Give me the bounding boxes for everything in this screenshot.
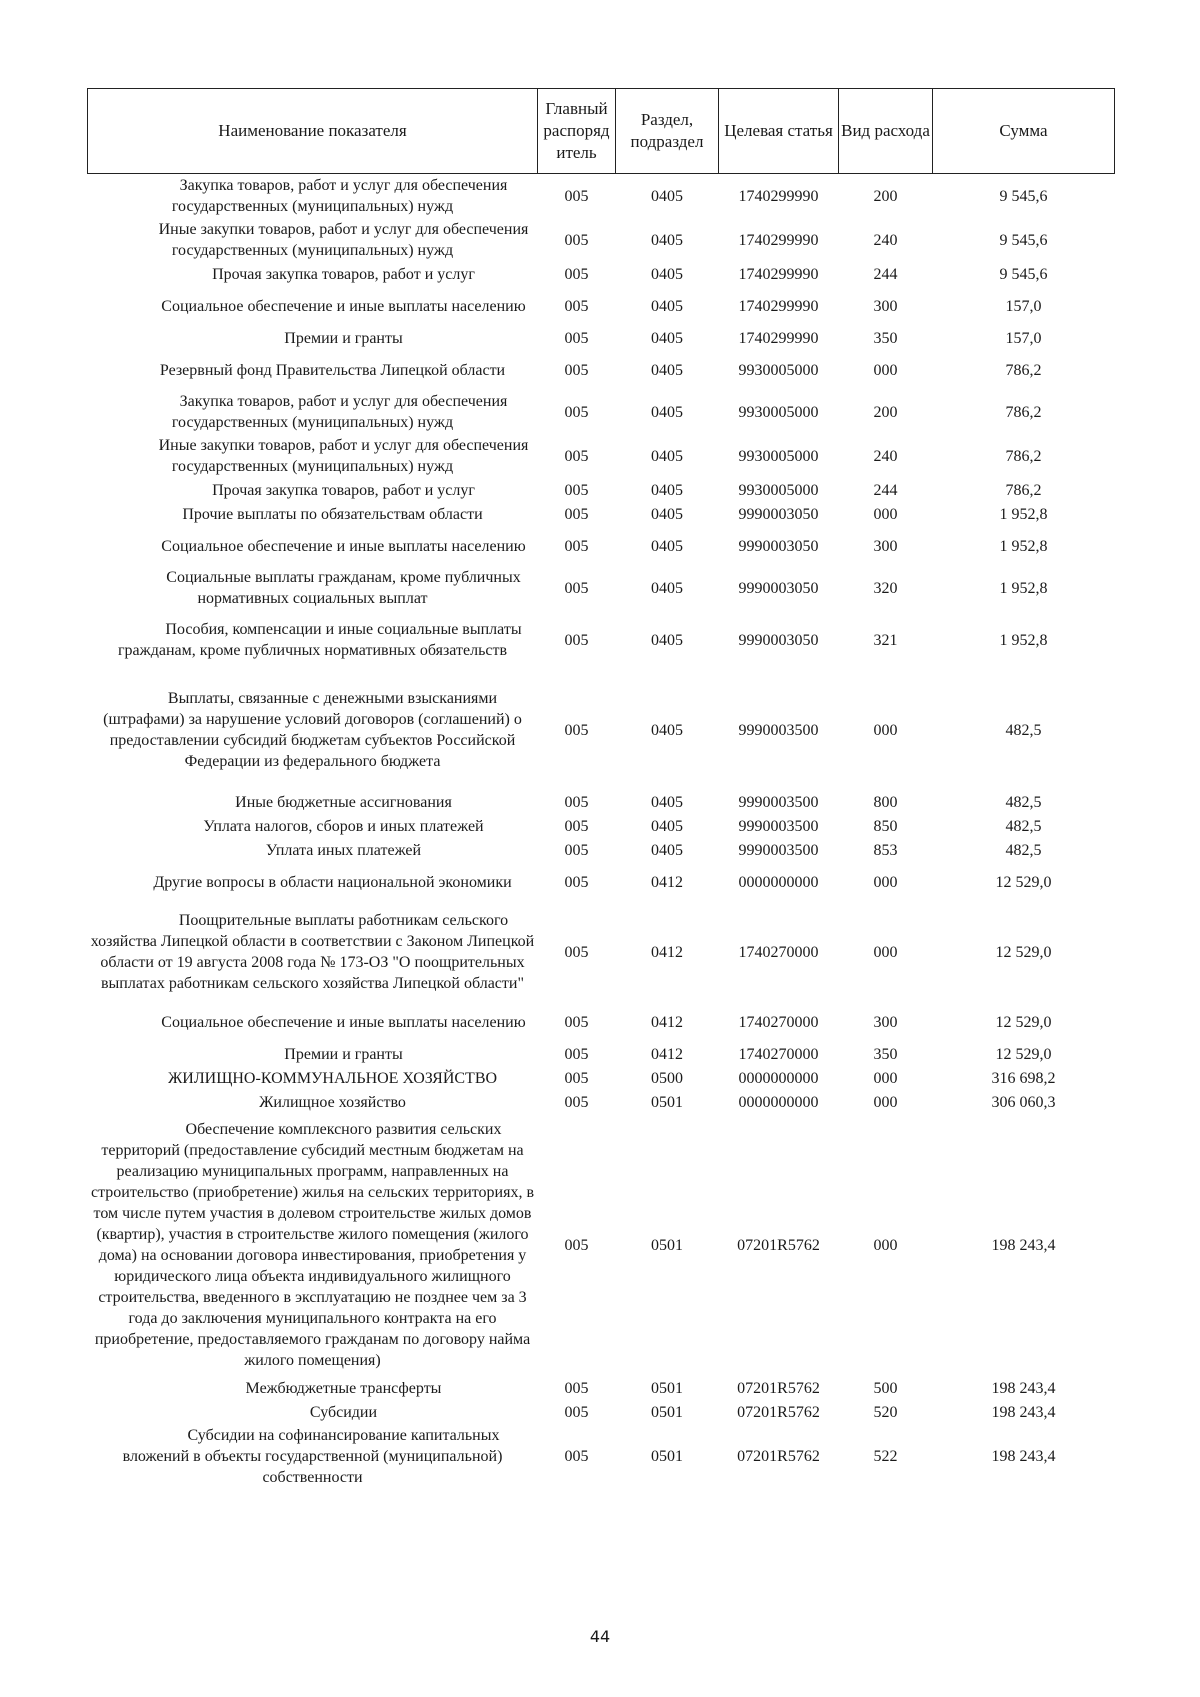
row-section-cell: 0412 [651, 1013, 683, 1031]
row-article-cell: 9930005000 [738, 481, 819, 499]
budget-table [87, 88, 1115, 1489]
row-sum-cell: 482,5 [1005, 793, 1042, 811]
table-row [88, 862, 1115, 902]
row-sum-cell: 786,2 [1005, 447, 1042, 465]
header-article: Целевая статья [719, 89, 839, 174]
row-grbs-cell: 005 [564, 721, 589, 739]
row-article-cell: 0000000000 [738, 1069, 819, 1087]
row-article-cell: 1740270000 [738, 1045, 819, 1063]
row-sum-cell: 1 952,8 [999, 631, 1048, 649]
row-sum-cell: 786,2 [1005, 481, 1042, 499]
row-sum-cell: 1 952,8 [999, 579, 1048, 597]
row-article-cell: 07201R5762 [737, 1236, 820, 1254]
header-section: Раздел, подраздел [616, 89, 719, 174]
table-row [88, 218, 1115, 262]
row-type-cell: 000 [873, 1093, 898, 1111]
row-article-cell: 1740299990 [738, 329, 819, 347]
row-article-cell: 9990003500 [738, 817, 819, 835]
row-article-cell: 0000000000 [738, 1093, 819, 1111]
row-sum-cell: 12 529,0 [995, 1045, 1052, 1063]
row-section-cell: 0405 [651, 187, 683, 205]
table-row [88, 526, 1115, 566]
table-row [88, 670, 1115, 790]
row-sum-cell: 9 545,6 [999, 187, 1048, 205]
row-grbs-cell: 005 [564, 943, 589, 961]
row-grbs-cell: 005 [564, 579, 589, 597]
row-name-cell: Обеспечение комплексного развития сельских территорий (предоставление субсидий местным бюджетам на реализацию муниципальных программ, направленных на строительство (приобретение) жилья на сельских территориях, в том числе путем участия в долевом строительстве жилых домов (квартир), участия в строительстве жилого помещения (жилого дома) на основании договора инвестирования, приобретения у юридического лица объекта индивидуального жилищного строительства, введенного в эксплуатацию не позднее чем за 3 года до заключения муниципального контракта на его приобретение, предоставляемого гражданам по договору найма жилого помещения) [90, 1121, 535, 1369]
row-article-cell: 9990003500 [738, 841, 819, 859]
row-sum-cell: 9 545,6 [999, 231, 1048, 249]
row-article-cell: 1740270000 [738, 943, 819, 961]
row-type-cell: 200 [873, 403, 898, 421]
row-name-cell: Социальное обеспечение и иные выплаты населению [161, 537, 526, 555]
row-name-cell: Резервный фонд Правительства Липецкой области [159, 361, 506, 379]
row-grbs-cell: 005 [564, 537, 589, 555]
row-name-cell: Закупка товаров, работ и услуг для обеспечения государственных (муниципальных) нужд [171, 177, 508, 215]
table-header [88, 89, 1115, 174]
table-body [88, 174, 1115, 1490]
row-name-cell: Выплаты, связанные с денежными взысканиями (штрафами) за нарушение условий договоров (соглашений) о предоставлении субсидий бюджетам субъектов Российской Федерации из федерального бюджета [103, 690, 522, 770]
row-section-cell: 0405 [651, 631, 683, 649]
row-section-cell: 0501 [651, 1403, 683, 1421]
row-article-cell: 9930005000 [738, 361, 819, 379]
row-grbs-cell: 005 [564, 329, 589, 347]
row-section-cell: 0405 [651, 841, 683, 859]
row-type-cell: 000 [873, 1236, 898, 1254]
row-name-cell: Иные бюджетные ассигнования [235, 793, 452, 811]
row-article-cell: 1740270000 [738, 1013, 819, 1031]
row-type-cell: 244 [873, 265, 898, 283]
table-row [88, 174, 1115, 219]
row-type-cell: 240 [873, 231, 898, 249]
row-article-cell: 9990003500 [738, 721, 819, 739]
row-name-cell: Прочая закупка товаров, работ и услуг [212, 481, 475, 499]
row-section-cell: 0501 [651, 1093, 683, 1111]
row-section-cell: 0412 [651, 1045, 683, 1063]
row-sum-cell: 482,5 [1005, 721, 1042, 739]
row-sum-cell: 1 952,8 [999, 505, 1048, 523]
table-row [88, 902, 1115, 1002]
row-section-cell: 0405 [651, 361, 683, 379]
row-name-cell: Иные закупки товаров, работ и услуг для обеспечения государственных (муниципальных) нужд [158, 437, 529, 475]
row-section-cell: 0405 [651, 403, 683, 421]
table-row [88, 1424, 1115, 1489]
row-name-cell: Прочие выплаты по обязательствам области [182, 505, 483, 523]
row-grbs-cell: 005 [564, 1403, 589, 1421]
row-grbs-cell: 005 [564, 481, 589, 499]
row-article-cell: 9990003050 [738, 505, 819, 523]
row-grbs-cell: 005 [564, 1093, 589, 1111]
row-type-cell: 200 [873, 187, 898, 205]
row-section-cell: 0501 [651, 1448, 683, 1465]
table-row [88, 1376, 1115, 1400]
header-grbs: Главный распоряд итель [538, 89, 616, 174]
row-section-cell: 0405 [651, 817, 683, 835]
row-article-cell: 1740299990 [738, 187, 819, 205]
row-type-cell: 350 [873, 1045, 898, 1063]
table-row [88, 838, 1115, 862]
row-article-cell: 07201R5762 [737, 1448, 820, 1465]
row-article-cell: 9930005000 [738, 447, 819, 465]
row-article-cell: 0000000000 [738, 873, 819, 891]
row-section-cell: 0500 [651, 1069, 683, 1087]
row-name-cell: Иные закупки товаров, работ и услуг для обеспечения государственных (муниципальных) нужд [158, 221, 529, 259]
row-section-cell: 0405 [651, 793, 683, 811]
row-sum-cell: 12 529,0 [995, 1013, 1052, 1031]
row-sum-cell: 12 529,0 [995, 873, 1052, 891]
row-type-cell: 000 [873, 721, 898, 739]
row-type-cell: 300 [873, 537, 898, 555]
row-type-cell: 244 [873, 481, 898, 499]
row-type-cell: 320 [873, 579, 898, 597]
row-article-cell: 1740299990 [738, 231, 819, 249]
table-row [88, 434, 1115, 478]
row-name-cell: Межбюджетные трансферты [245, 1379, 442, 1397]
row-name-cell: Социальное обеспечение и иные выплаты населению [161, 1013, 526, 1031]
row-sum-cell: 316 698,2 [991, 1069, 1056, 1087]
row-type-cell: 240 [873, 447, 898, 465]
row-section-cell: 0501 [651, 1379, 683, 1397]
row-name-cell: Уплата иных платежей [265, 841, 422, 859]
row-name-cell: Другие вопросы в области национальной экономики [153, 873, 512, 891]
table-row [88, 1400, 1115, 1424]
row-section-cell: 0412 [651, 873, 683, 891]
row-article-cell: 1740299990 [738, 297, 819, 315]
row-grbs-cell: 005 [564, 447, 589, 465]
table-row [88, 1114, 1115, 1376]
row-grbs-cell: 005 [564, 817, 589, 835]
row-section-cell: 0405 [651, 481, 683, 499]
row-name-cell: ЖИЛИЩНО-КОММУНАЛЬНОЕ ХОЗЯЙСТВО [167, 1069, 498, 1087]
row-type-cell: 000 [873, 1069, 898, 1087]
row-grbs-cell: 005 [564, 841, 589, 859]
row-article-cell: 9990003500 [738, 793, 819, 811]
row-section-cell: 0405 [651, 329, 683, 347]
row-grbs-cell: 005 [564, 1379, 589, 1397]
row-grbs-cell: 005 [564, 1236, 589, 1254]
row-grbs-cell: 005 [564, 1069, 589, 1087]
row-sum-cell: 482,5 [1005, 841, 1042, 859]
row-section-cell: 0405 [651, 231, 683, 249]
row-type-cell: 500 [873, 1379, 898, 1397]
header-sum: Сумма [933, 89, 1115, 174]
row-grbs-cell: 005 [564, 403, 589, 421]
row-grbs-cell: 005 [564, 631, 589, 649]
row-type-cell: 000 [873, 361, 898, 379]
row-sum-cell: 306 060,3 [991, 1093, 1056, 1111]
row-name-cell: Прочая закупка товаров, работ и услуг [212, 265, 475, 283]
table-row [88, 790, 1115, 814]
row-type-cell: 520 [873, 1403, 898, 1421]
row-name-cell: Жилищное хозяйство [259, 1093, 406, 1111]
row-type-cell: 321 [873, 631, 898, 649]
row-article-cell: 1740299990 [738, 265, 819, 283]
row-name-cell: Социальные выплаты гражданам, кроме публичных нормативных социальных выплат [166, 569, 521, 607]
row-name-cell: Пособия, компенсации и иные социальные выплаты гражданам, кроме публичных нормативных обязательств [117, 621, 522, 659]
row-name-cell: Субсидии [309, 1403, 378, 1421]
row-sum-cell: 198 243,4 [991, 1236, 1056, 1254]
row-grbs-cell: 005 [564, 187, 589, 205]
row-grbs-cell: 005 [564, 265, 589, 283]
row-name-cell: Социальное обеспечение и иные выплаты населению [161, 297, 526, 315]
table-row [88, 566, 1115, 610]
row-grbs-cell: 005 [564, 231, 589, 249]
table-row [88, 350, 1115, 390]
row-section-cell: 0405 [651, 297, 683, 315]
table-row [88, 610, 1115, 670]
table-row [88, 1042, 1115, 1066]
table-row [88, 286, 1115, 326]
row-grbs-cell: 005 [564, 297, 589, 315]
row-name-cell: Закупка товаров, работ и услуг для обеспечения государственных (муниципальных) нужд [171, 393, 508, 431]
row-section-cell: 0405 [651, 505, 683, 523]
table-row [88, 1066, 1115, 1090]
row-sum-cell: 198 243,4 [991, 1448, 1056, 1465]
row-article-cell: 9990003050 [738, 579, 819, 597]
row-sum-cell: 12 529,0 [995, 943, 1052, 961]
page-number: 44 [589, 1627, 611, 1646]
row-section-cell: 0405 [651, 721, 683, 739]
row-sum-cell: 786,2 [1005, 403, 1042, 421]
row-article-cell: 9930005000 [738, 403, 819, 421]
table-row [88, 814, 1115, 838]
row-type-cell: 000 [873, 873, 898, 891]
row-article-cell: 9990003050 [738, 537, 819, 555]
row-type-cell: 800 [873, 793, 898, 811]
row-type-cell: 000 [873, 505, 898, 523]
row-sum-cell: 198 243,4 [991, 1403, 1056, 1421]
row-sum-cell: 786,2 [1005, 361, 1042, 379]
row-type-cell: 000 [873, 943, 898, 961]
row-grbs-cell: 005 [564, 505, 589, 523]
table-row [88, 1002, 1115, 1042]
row-grbs-cell: 005 [564, 1013, 589, 1031]
row-type-cell: 853 [873, 841, 898, 859]
row-name-cell: Поощрительные выплаты работникам сельского хозяйства Липецкой области в соответствии с Законом Липецкой области от 19 августа 2008 года № 173-ОЗ "О поощрительных выплатах работникам сельского хозяйства Липецкой области" [90, 912, 535, 992]
row-sum-cell: 157,0 [1005, 297, 1042, 315]
header-name: Наименование показателя [88, 89, 538, 174]
row-name-cell: Премии и гранты [284, 1045, 403, 1063]
row-section-cell: 0405 [651, 537, 683, 555]
row-sum-cell: 157,0 [1005, 329, 1042, 347]
row-sum-cell: 482,5 [1005, 817, 1042, 835]
table-row [88, 390, 1115, 434]
row-section-cell: 0405 [651, 265, 683, 283]
row-grbs-cell: 005 [564, 361, 589, 379]
row-type-cell: 850 [873, 817, 898, 835]
row-grbs-cell: 005 [564, 793, 589, 811]
row-section-cell: 0405 [651, 447, 683, 465]
table-row [88, 262, 1115, 286]
row-type-cell: 300 [873, 297, 898, 315]
table-row [88, 326, 1115, 350]
row-grbs-cell: 005 [564, 1448, 589, 1465]
row-grbs-cell: 005 [564, 1045, 589, 1063]
row-section-cell: 0405 [651, 579, 683, 597]
row-section-cell: 0412 [651, 943, 683, 961]
row-article-cell: 9990003050 [738, 631, 819, 649]
row-article-cell: 07201R5762 [737, 1379, 820, 1397]
row-type-cell: 522 [873, 1448, 898, 1465]
table-row [88, 1090, 1115, 1114]
row-type-cell: 300 [873, 1013, 898, 1031]
row-article-cell: 07201R5762 [737, 1403, 820, 1421]
row-sum-cell: 1 952,8 [999, 537, 1048, 555]
table-row [88, 478, 1115, 502]
row-name-cell: Премии и гранты [284, 329, 403, 347]
table-row [88, 502, 1115, 526]
row-sum-cell: 198 243,4 [991, 1379, 1056, 1397]
row-type-cell: 350 [873, 329, 898, 347]
row-name-cell: Уплата налогов, сборов и иных платежей [203, 817, 484, 835]
row-section-cell: 0501 [651, 1236, 683, 1254]
row-grbs-cell: 005 [564, 873, 589, 891]
row-sum-cell: 9 545,6 [999, 265, 1048, 283]
row-name-cell: Субсидии на софинансирование капитальных вложений в объекты государственной (муниципальной) собственности [122, 1427, 503, 1486]
header-type: Вид расхода [839, 89, 933, 174]
